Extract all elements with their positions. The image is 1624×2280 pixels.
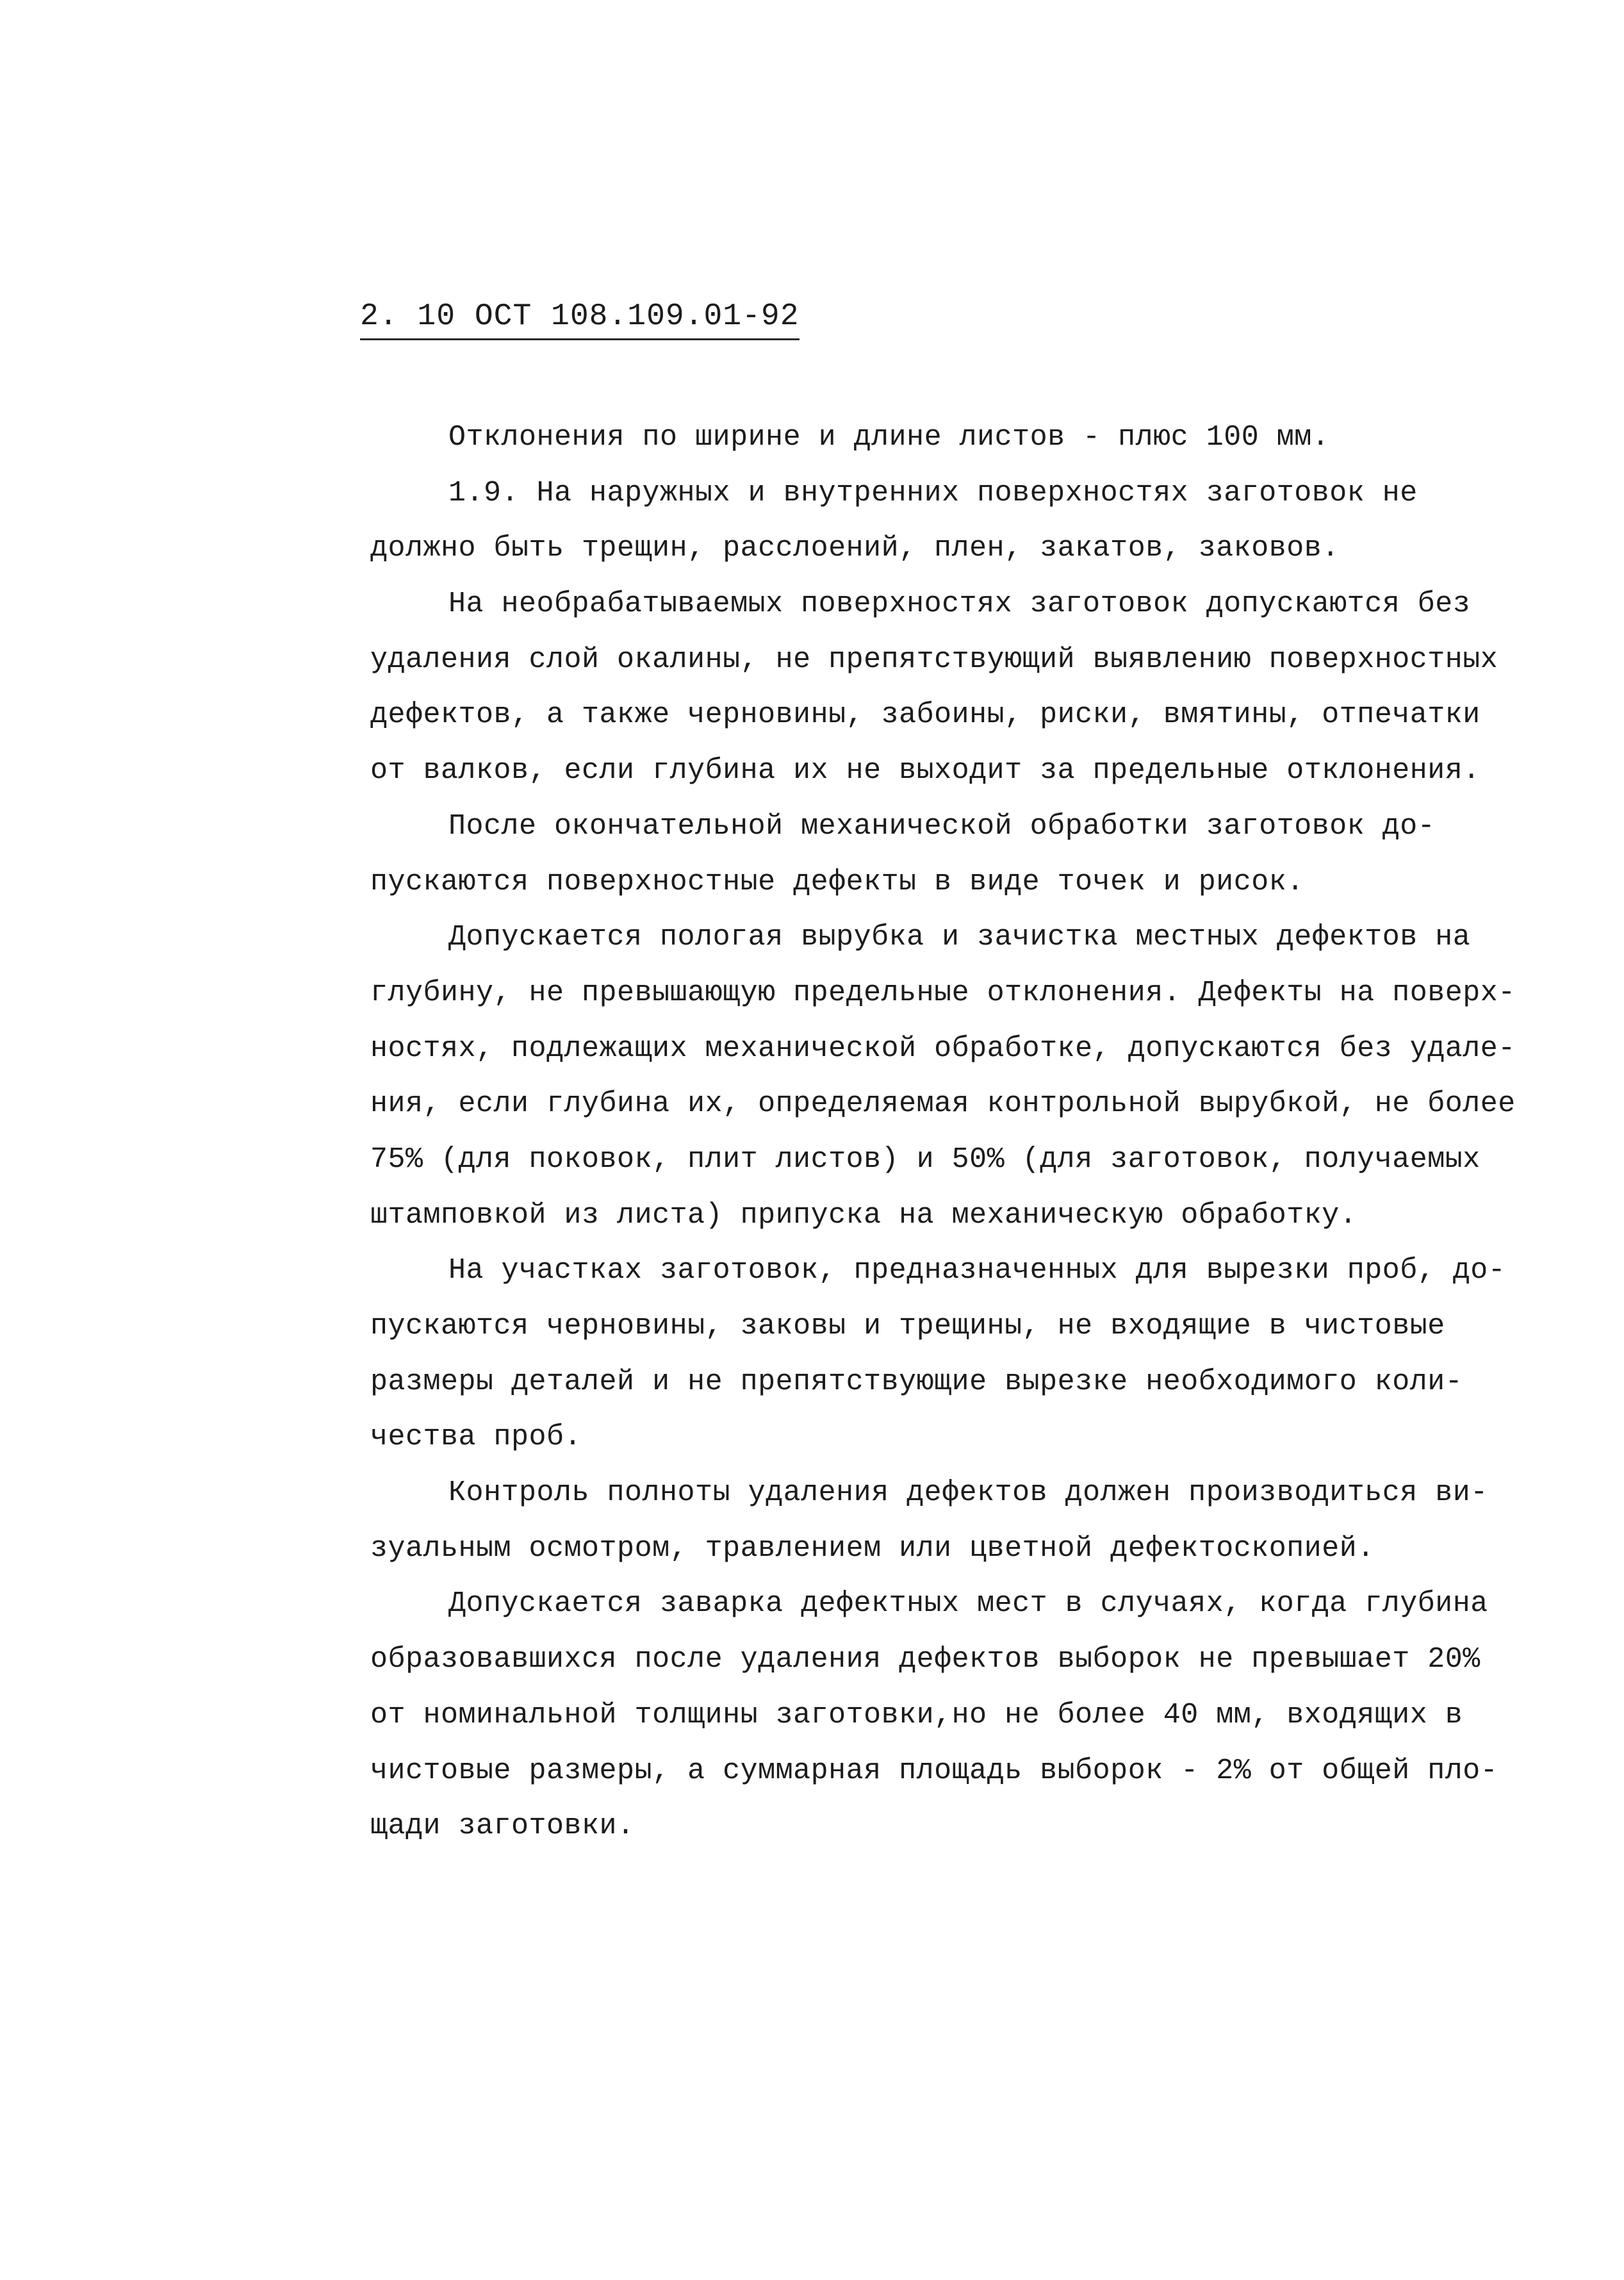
text-line: На участках заготовок, предназначенных для вырезки проб, до- — [448, 1254, 1506, 1287]
page-header: 2. 10 ОСТ 108.109.01-92 — [360, 296, 800, 340]
text-line: должно быть трещин, расслоений, плен, закатов, заковов. — [370, 532, 1340, 565]
text-line: дефектов, а также черновины, забоины, риски, вмятины, отпечатки — [370, 698, 1480, 732]
text-line: образовавшихся после удаления дефектов выборок не превышает 20% — [370, 1643, 1480, 1676]
text-line: зуальным осмотром, травлением или цветной дефектоскопией. — [370, 1532, 1375, 1565]
text-line: 1.9. На наружных и внутренних поверхностях заготовок не — [448, 476, 1418, 509]
text-line: Допускается пологая вырубка и зачистка местных дефектов на — [448, 921, 1471, 954]
text-line: ния, если глубина их, определяемая контрольной вырубкой, не более — [370, 1087, 1516, 1121]
text-line: удаления слой окалины, не препятствующий выявлению поверхностных — [370, 643, 1498, 676]
text-line: чества проб. — [370, 1421, 582, 1454]
text-line: Отклонения по ширине и длине листов - плюс 100 мм. — [448, 421, 1330, 454]
text-line: от валков, если глубина их не выходит за предельные отклонения. — [370, 754, 1480, 788]
text-line: штамповкой из листа) припуска на механическую обработку. — [370, 1198, 1357, 1232]
text-line: глубину, не превышающую предельные отклонения. Дефекты на поверх- — [370, 976, 1516, 1009]
text-line: пускаются поверхностные дефекты в виде точек и рисок. — [370, 865, 1304, 898]
text-line: от номинальной толщины заготовки,но не более 40 мм, входящих в — [370, 1698, 1463, 1731]
text-line: ностях, подлежащих механической обработке, допускаются без удале- — [370, 1032, 1516, 1065]
text-line: пускаются черновины, заковы и трещины, не входящие в чистовые — [370, 1310, 1445, 1342]
text-line: щади заготовки. — [370, 1810, 635, 1843]
text-line: После окончательной механической обработки заготовок до- — [448, 809, 1436, 843]
text-line: Допускается заварка дефектных мест в случаях, когда глубина — [448, 1587, 1488, 1621]
text-line: размеры деталей и не препятствующие вырезке необходимого коли- — [370, 1365, 1463, 1398]
text-line: чистовые размеры, а суммарная площадь выборок - 2% от общей пло- — [370, 1754, 1498, 1787]
text-line: На необрабатываемых поверхностях заготовок допускаются без — [448, 588, 1471, 621]
body-text — [370, 410, 1516, 1855]
text-line: Контроль полноты удаления дефектов должен производиться ви- — [448, 1476, 1488, 1510]
text-line: 75% (для поковок, плит листов) и 50% (для заготовок, получаемых — [370, 1143, 1480, 1176]
